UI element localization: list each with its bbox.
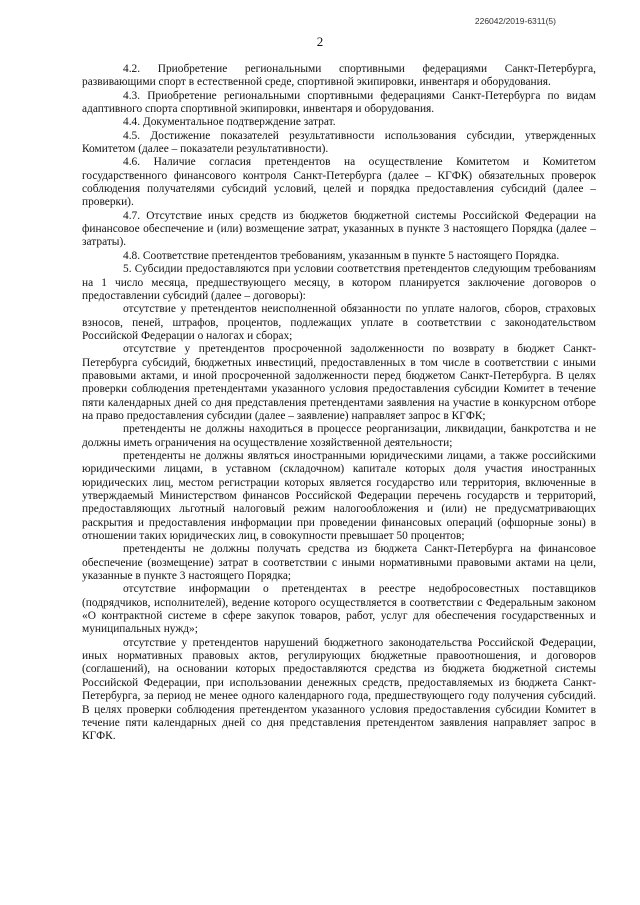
- requirement-no-other-funds: претенденты не должны получать средства из бюджета Санкт-Петербурга на финансовое обеспечение (возмещение) затрат в соответствии с иными нормативными правовыми актами на цели, указанные в пункте 3 настоящего Порядка;: [82, 543, 596, 583]
- paragraph-4-3: 4.3. Приобретение региональными спортивными федерациями Санкт-Петербурга по видам адаптивного спорта спортивной экипировки, инвентаря и оборудования.: [82, 89, 596, 116]
- paragraph-4-6: 4.6. Наличие согласия претендентов на осуществление Комитетом и Комитетом государственного финансового контроля Санкт-Петербурга (далее – КГФК) обязательных проверок соблюдения получателями субсидий условий, целей и порядка предоставления субсидий (далее – проверки).: [82, 156, 596, 209]
- paragraph-4-8: 4.8. Соответствие претендентов требованиям, указанным в пункте 5 настоящего Порядка.: [123, 249, 560, 262]
- requirement-no-reorganization: претенденты не должны находиться в процессе реорганизации, ликвидации, банкротства и не должны иметь ограничения на осуществление хозяйственной деятельности;: [82, 423, 596, 449]
- document-body: [82, 63, 596, 744]
- document-id: 226042/2019-6311(5): [474, 16, 556, 26]
- paragraph-4-7: 4.7. Отсутствие иных средств из бюджетов бюджетной системы Российской Федерации на финансовое обеспечение и (или) возмещение затрат, указанных в пункте 3 настоящего Порядка (далее – затраты).: [82, 209, 596, 249]
- paragraph-4-5: 4.5. Достижение показателей результативности использования субсидии, утвержденных Комитетом (далее – показатели результативности).: [82, 129, 596, 156]
- paragraph-5: 5. Субсидии предоставляются при условии соответствия претендентов следующим требованиям на 1 число месяца, предшествующего месяцу, в котором планируется заключение договоров о предоставлении субсидий (далее – договоры):: [82, 263, 596, 302]
- page-number: 2: [316, 34, 324, 49]
- requirement-not-in-registry: отсутствие информации о претендентах в реестре недобросовестных поставщиков (подрядчиков, исполнителей), ведение которого осуществляется в соответствии с Федеральным законом «О контрактной системе в сфере закупок товаров, работ, услуг для обеспечения государственных и муниципальных нужд»;: [82, 583, 596, 636]
- requirement-not-foreign: претенденты не должны являться иностранными юридическими лицами, а также российскими юридическими лицами, в уставном (складочном) капитале которых доля участия иностранных юридических лиц, местом регистрации которых является государство или территория, включенные в утверждаемый Министерством финансов Российской Федерации перечень государств и территорий, предоставляющих льготный налоговый режим налогообложения и (или) не предусматривающих раскрытия и предоставления информации при проведении финансовых операций (офшорные зоны) в отношении таких юридических лиц, в совокупности превышает 50 процентов;: [82, 449, 596, 543]
- paragraph-4-4: 4.4. Документальное подтверждение затрат.: [123, 116, 336, 129]
- requirement-no-overdue-debt: отсутствие у претендентов просроченной задолженности по возврату в бюджет Санкт-Петербурга субсидий, бюджетных инвестиций, предоставленных в том числе в соответствии с иными правовыми актами, и иной просроченной задолженности перед бюджетом Санкт-Петербурга. В целях проверки соблюдения претендентами указанного условия предоставления субсидии Комитет в течение пяти календарных дней со дня представления претендентами заявления на участие в конкурсном отборе на право предоставления субсидии (далее – заявление) направляет запрос в КГФК;: [82, 343, 596, 422]
- requirement-no-tax-debt: отсутствие у претендентов неисполненной обязанности по уплате налогов, сборов, страховых взносов, пеней, штрафов, процентов, подлежащих уплате в соответствии с законодательством Российской Федерации о налогах и сборах;: [82, 303, 596, 342]
- requirement-no-budget-violations: отсутствие у претендентов нарушений бюджетного законодательства Российской Федерации, иных нормативных правовых актов, регулирующих бюджетные правоотношения, и договоров (соглашений), на основании которых предоставляются средства из бюджета бюджетной системы Российской Федерации, при использовании денежных средств, предоставляемых из бюджета Санкт-Петербурга, за период не менее одного календарного года, предшествующего году получения субсидий. В целях проверки соблюдения претендентом указанного условия предоставления субсидии Комитет в течение пяти календарных дней со дня представления претендентом заявления направляет запрос в КГФК.: [82, 636, 596, 743]
- paragraph-4-2: 4.2. Приобретение региональными спортивными федерациями Санкт-Петербурга, развивающими спорт в естественной среде, спортивной экипировки, инвентаря и оборудования.: [82, 63, 596, 89]
